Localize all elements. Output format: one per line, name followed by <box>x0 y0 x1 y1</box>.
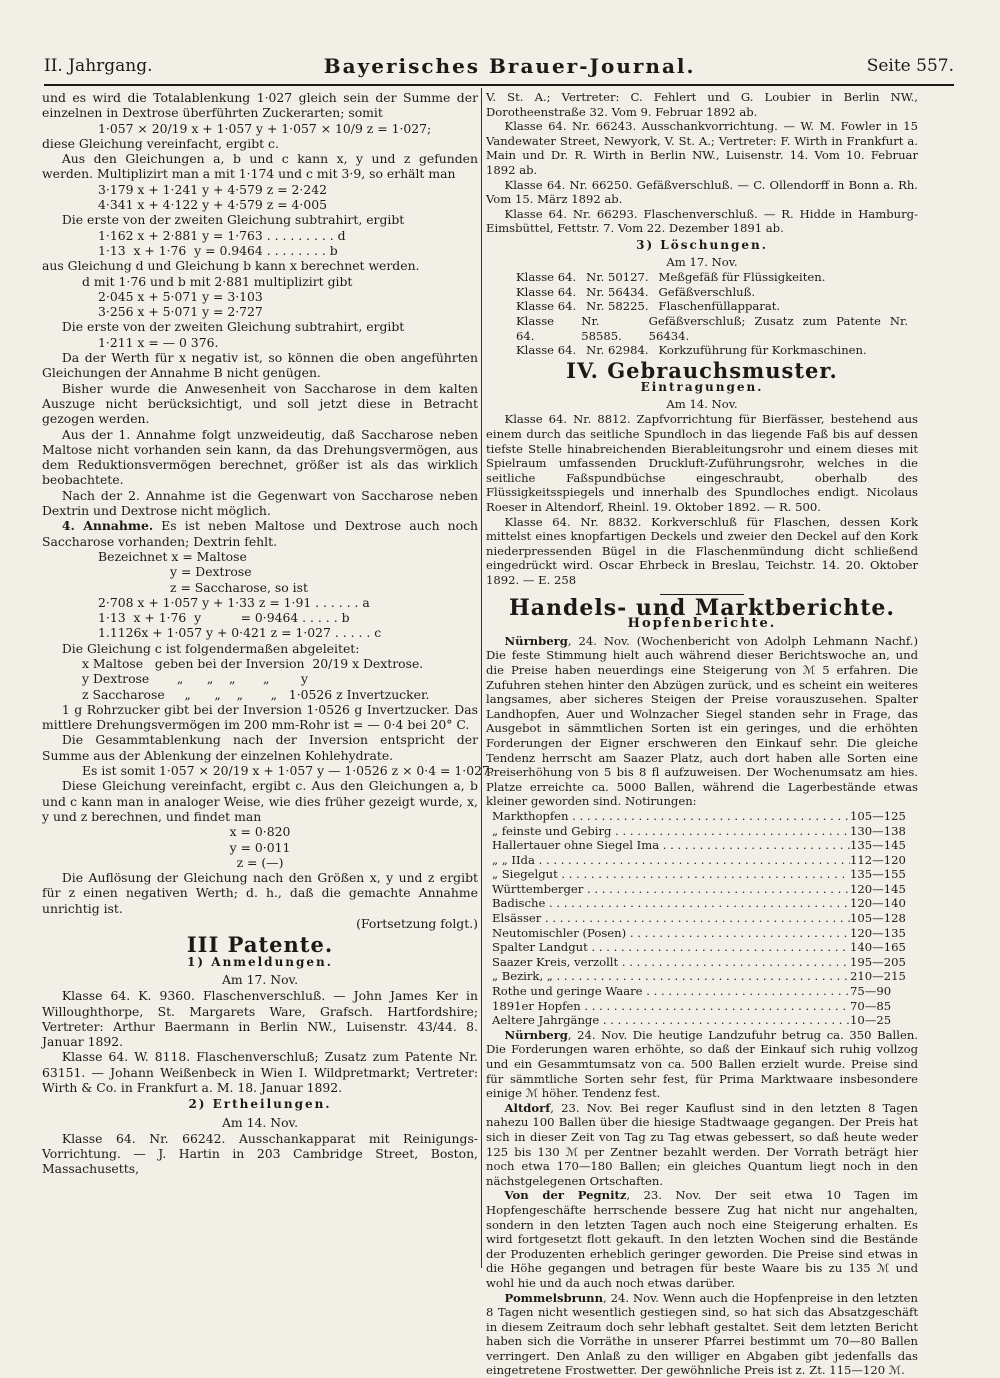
result: y = 0·011 <box>42 840 478 855</box>
paragraph: Die Gesammtablenkung nach der Inversion entspricht der Summe aus der Ablenkung der einzelnen Kohlehydrate. <box>42 732 478 763</box>
price-label: „ feinste und Gebirg . . . <box>492 824 850 839</box>
result: z = (—) <box>42 855 478 870</box>
price-value: 120—140 <box>850 896 918 911</box>
patent-entry: V. St. A.; Vertreter: C. Fehlert und G. Loubier in Berlin NW., Dorotheenstraße 32. Vom 9. Februar 1892 ab. <box>486 90 918 119</box>
subheading-eintragungen: Eintragungen. <box>486 380 918 395</box>
table-row <box>492 882 918 897</box>
paragraph: Aus der 1. Annahme folgt unzweideutig, daß Saccharose neben Maltose nicht vorhanden sein kann, da das Drehungsvermögen, aus dem Reduktionsvermögen berechnet, größer ist als das wirklich beobachtete. <box>42 427 478 488</box>
page-header <box>44 48 954 86</box>
subheading-ertheilungen: 2) Ertheilungen. <box>42 1097 478 1112</box>
price-value: 70—85 <box>850 999 918 1014</box>
paragraph: Die erste von der zweiten Gleichung subtrahirt, ergibt <box>42 319 478 334</box>
klasse: Klasse 64. <box>516 314 571 343</box>
market-report <box>486 1028 918 1101</box>
equation: 2·045 x + 5·071 y = 3·103 <box>42 289 478 304</box>
equation: Es ist somit 1·057 × 20/19 x + 1·057 y — 1·0526 z × 0·4 = 1·027. <box>42 763 478 778</box>
price-value: 130—138 <box>850 824 918 839</box>
definition: z = Saccharose, so ist <box>42 580 478 595</box>
report-place: Nürnberg <box>505 634 568 648</box>
nummer: Nr. 56434. <box>586 285 648 300</box>
price-value: 140—165 <box>850 940 918 955</box>
klasse: Klasse 64. <box>516 299 576 314</box>
list-item <box>486 314 918 343</box>
price-value: 112—120 <box>850 853 918 868</box>
result: x = 0·820 <box>42 824 478 839</box>
paragraph: und es wird die Totalablenkung 1·027 gleich sein der Summe der einzelnen in Dextrose überführten Zuckerarten; somit <box>42 90 478 121</box>
paragraph: Die Auflösung der Gleichung nach den Größen x, y und z ergibt für z einen negativen Werth; d. h., daß die gemachte Annahme unrichtig ist. <box>42 870 478 916</box>
equation: x Maltose geben bei der Inversion 20/19 x Dextrose. <box>42 656 478 671</box>
market-report <box>486 1291 918 1378</box>
patent-entry: Klasse 64. Nr. 66250. Gefäßverschluß. — C. Ollendorff in Bonn a. Rh. Vom 15. März 1892 ab. <box>486 178 918 207</box>
list-item <box>486 270 918 285</box>
paragraph: Da der Werth für x negativ ist, so können die oben angeführten Gleichungen der Annahme B nicht genügen. <box>42 350 478 381</box>
paragraph: aus Gleichung d und Gleichung b kann x berechnet werden. <box>42 258 478 273</box>
paragraph: d mit 1·76 und b mit 2·881 multiplizirt gibt <box>42 274 478 289</box>
equation: 1·13 x + 1·76 y = 0·9464 . . . . . b <box>42 610 478 625</box>
price-label: „ Bezirk, „ . . . <box>492 969 850 984</box>
table-row <box>492 940 918 955</box>
price-label: Aeltere Jahrgänge . . . <box>492 1013 850 1028</box>
equation: 1·13 x + 1·76 y = 0.9464 . . . . . . . . b <box>42 243 478 258</box>
table-row <box>492 809 918 824</box>
equation: 1.1126x + 1·057 y + 0·421 z = 1·027 . . . . . c <box>42 625 478 640</box>
price-table <box>486 809 918 1028</box>
paragraph <box>42 518 478 549</box>
patent-entry: Klasse 64. K. 9360. Flaschenverschluß. — John James Ker in Willoughthorpe, St. Margarets Ware, Grafsch. Hartfordshire; Vertreter: Arthur Baermann in Berlin NW., Luisenstr. 43/44. 8. Januar 1892. <box>42 988 478 1049</box>
title: Gefäßverschluß; Zusatz zum Patente Nr. 56434. <box>649 314 908 343</box>
list-item <box>486 343 918 358</box>
paragraph: Diese Gleichung vereinfacht, ergibt c. Aus den Gleichungen a, b und c kann man in analoger Weise, wie dies früher gezeigt wurde, x, y und z berechnen, und findet man <box>42 778 478 824</box>
market-report <box>486 634 918 809</box>
market-report <box>486 1188 918 1290</box>
market-report <box>486 1101 918 1189</box>
price-value: 105—128 <box>850 911 918 926</box>
price-label: Badische . . . <box>492 896 850 911</box>
journal-title: Bayerisches Brauer-Journal. <box>324 54 696 78</box>
price-value: 75—90 <box>850 984 918 999</box>
table-row <box>492 838 918 853</box>
table-row <box>492 911 918 926</box>
volume-label: II. Jahrgang. <box>44 56 153 76</box>
klasse: Klasse 64. <box>516 343 576 358</box>
list-item <box>486 285 918 300</box>
price-label: Spalter Landgut . . . <box>492 940 850 955</box>
paragraph: Aus den Gleichungen a, b und c kann x, y und z gefunden werden. Multiplizirt man a mit 1·174 und c mit 3·9, so erhält man <box>42 151 478 182</box>
title: Gefäßverschluß. <box>659 285 756 300</box>
definition: Bezeichnet x = Maltose <box>42 549 478 564</box>
equation: 3·256 x + 5·071 y = 2·727 <box>42 304 478 319</box>
right-column <box>486 90 918 1378</box>
report-place: Nürnberg <box>505 1028 568 1042</box>
price-label: Rothe und geringe Waare . . . <box>492 984 850 999</box>
title: Meßgefäß für Flüssigkeiten. <box>659 270 826 285</box>
price-value: 120—135 <box>850 926 918 941</box>
price-label: Markthopfen . . . <box>492 809 850 824</box>
left-column <box>42 90 478 1177</box>
patent-entry: Klasse 64. Nr. 66243. Ausschankvorrichtung. — W. M. Fowler in 15 Vandewater Street, Newyork, V. St. A.; Vertreter: F. Wirth in Frankfurt a. Main und Dr. R. Wirth in Berlin NW., Luisenstr. 14. Vom 10. Februar 1892 ab. <box>486 119 918 177</box>
subheading-loeschungen: 3) Löschungen. <box>486 238 918 253</box>
klasse: Klasse 64. <box>516 285 576 300</box>
nummer: Nr. 62984. <box>586 343 648 358</box>
price-label: Neutomischler (Posen) . . . <box>492 926 850 941</box>
title: Flaschenfüllapparat. <box>659 299 781 314</box>
date-line: Am 14. Nov. <box>42 1115 478 1130</box>
paragraph: Bisher wurde die Anwesenheit von Saccharose in dem kalten Auszuge nicht berücksichtigt, und soll jetzt diese in Betracht gezogen werden. <box>42 381 478 427</box>
annahme-label: 4. Annahme. <box>62 518 153 533</box>
subheading-hopfenberichte: Hopfenberichte. <box>486 617 918 632</box>
paragraph: Die erste von der zweiten Gleichung subtrahirt, ergibt <box>42 212 478 227</box>
report-place: Altdorf <box>505 1101 551 1115</box>
price-value: 120—145 <box>850 882 918 897</box>
paragraph: diese Gleichung vereinfacht, ergibt c. <box>42 136 478 151</box>
price-label: Saazer Kreis, verzollt . . . <box>492 955 850 970</box>
subheading-anmeldungen: 1) Anmeldungen. <box>42 955 478 970</box>
table-row <box>492 824 918 839</box>
date-line: Am 17. Nov. <box>486 255 918 270</box>
price-label: 1891er Hopfen . . . <box>492 999 850 1014</box>
gebrauchsmuster-entry: Klasse 64. Nr. 8812. Zapfvorrichtung für Bierfässer, bestehend aus einem durch das seitliche Spundloch in das liegende Faß bis auf dessen tiefste Stelle hinabreichenden Bierableitungsrohr und einem dieses mit Spielraum umfassenden Druckluft-Zuführungsrohr, welches in die seitliche Faßspundbüchse eingeschraubt, oberhalb des Flüssigkeitsspiegels und innerhalb des Spundloches endigt. Nicolaus Roeser in Altendorf, Rheinl. 19. Oktober 1892. — R. 500. <box>486 412 918 514</box>
section-heading-gebrauchsmuster: IV. Gebrauchsmuster. <box>486 364 918 379</box>
equation: 4·341 x + 4·122 y + 4·579 z = 4·005 <box>42 197 478 212</box>
price-label: Württemberger . . . <box>492 882 850 897</box>
table-row <box>492 969 918 984</box>
price-value: 135—145 <box>850 838 918 853</box>
table-row <box>492 926 918 941</box>
report-text: , 23. Nov. Bei reger Kauflust sind in den letzten 8 Tagen nahezu 100 Ballen über die hiesige Stadtwaage gegangen. Der Preis hat sich in dieser Zeit von Tag zu Tag etwas gebessert, so daß heute weder 125 bis 130 ℳ per Zentner bezahlt werden. Der Vorrath beträgt hier noch etwa 170—180 Ballen; ein gleiches Quantum liegt noch in den nächstgelegenen Ortschaften. <box>486 1101 918 1188</box>
loeschungen-list <box>486 270 918 358</box>
report-place: Pommelsbrunn <box>505 1291 604 1305</box>
date-line: Am 14. Nov. <box>486 397 918 412</box>
table-row <box>492 999 918 1014</box>
title: Korkzuführung für Korkmaschinen. <box>659 343 867 358</box>
nummer: Nr. 58585. <box>581 314 638 343</box>
gebrauchsmuster-entry: Klasse 64. Nr. 8832. Korkverschluß für Flaschen, dessen Kork mittelst eines knopfartigen Deckels und zweier den Deckel auf den Kork niederpressenden Bügel in die Flaschenmündung dicht schließend eingedrückt wird. Oscar Ehrbeck in Breslau, Teichstr. 14. 20. Oktober 1892. — E. 258 <box>486 515 918 588</box>
equation: 2·708 x + 1·057 y + 1·33 z = 1·91 . . . . . . a <box>42 595 478 610</box>
table-row <box>492 867 918 882</box>
report-text: , 24. Nov. Wenn auch die Hopfenpreise in den letzten 8 Tagen nicht wesentlich gestiegen sind, so hat sich das Absatzgeschäft in diesem Zeitraum doch sehr lebhaft gestaltet. Seit dem letzten Bericht haben sich die Vorräthe in unserer Pfarrei bestimmt um 70—80 Ballen verringert. Den Anlaß zu den williger en Abgaben gibt jedenfalls das eingetretene Frostwetter. Der gewöhnliche Preis ist z. Zt. 115—120 ℳ. <box>486 1291 918 1378</box>
table-row <box>492 1013 918 1028</box>
equation: 1·162 x + 2·881 y = 1·763 . . . . . . . . . d <box>42 228 478 243</box>
annahme-text: Es ist neben Maltose und Dextrose auch noch Saccharose vorhanden; Dextrin fehlt. <box>42 518 478 548</box>
report-text: , 24. Nov. Die heutige Landzufuhr betrug ca. 350 Ballen. Die Forderungen waren erhöhte, so daß der Einkauf sich ruhig vollzog und ein Gesammtumsatz von ca. 500 Ballen erzielt wurde. Preise sind für sämmtliche Sorten sehr fest, für Prima Marktwaare insbesondere einige ℳ höher. Tendenz fest. <box>486 1028 918 1100</box>
price-value: 195—205 <box>850 955 918 970</box>
paragraph: Die Gleichung c ist folgendermaßen abgeleitet: <box>42 641 478 656</box>
definition: y = Dextrose <box>42 564 478 579</box>
column-divider <box>481 88 482 1268</box>
table-row <box>492 896 918 911</box>
equation: z Saccharose „ „ „ „ 1·0526 z Invertzucker. <box>42 687 478 702</box>
equation: 3·179 x + 1·241 y + 4·579 z = 2·242 <box>42 182 478 197</box>
price-value: 135—155 <box>850 867 918 882</box>
report-text: , 24. Nov. (Wochenbericht von Adolph Lehmann Nachf.) Die feste Stimmung hielt auch während dieser Berichtswoche an, und die Preise haben neuerdings eine Steigerung von ℳ 5 erfahren. Die Zufuhren stehen hinter den Abzügen zurück, und es scheint ein weiteres langsames, aber sicheres Steigen der Preise vorauszusehen. Spalter Landhopfen, Auer und Wolnzacher Siegel standen sehr in Frage, das Ausgebot in sämmtlichen Sorten ist ein geringes, und die erhöhten Forderungen der Eigner erschweren den Einkauf sehr. Die gleiche Tendenz herrscht am Saazer Platz, auch dort haben alle Sorten eine Preiserhöhung von 5 bis 8 fl aufzuweisen. Der Wochenumsatz am hies. Platze erreichte ca. 5000 Ballen, während die Lagerbestände etwas kleiner geworden sind. Notirungen: <box>486 634 918 809</box>
klasse: Klasse 64. <box>516 270 576 285</box>
patent-entry: Klasse 64. W. 8118. Flaschenverschluß; Zusatz zum Patente Nr. 63151. — Johann Weißenbeck in Wien I. Wildpretmarkt; Vertreter: Wirth & Co. in Frankfurt a. M. 18. Januar 1892. <box>42 1049 478 1095</box>
nummer: Nr. 50127. <box>586 270 648 285</box>
patent-entry: Klasse 64. Nr. 66293. Flaschenverschluß. — R. Hidde in Hamburg-Eimsbüttel, Fettstr. 7. Vom 22. Dezember 1891 ab. <box>486 207 918 236</box>
report-place: Von der Pegnitz <box>505 1188 627 1202</box>
table-row <box>492 984 918 999</box>
price-value: 210—215 <box>850 969 918 984</box>
section-heading-patente: III Patente. <box>42 937 478 952</box>
page-number: Seite 557. <box>867 56 954 76</box>
nummer: Nr. 58225. <box>586 299 648 314</box>
table-row <box>492 853 918 868</box>
price-label: „ Siegelgut . . . <box>492 867 850 882</box>
price-value: 105—125 <box>850 809 918 824</box>
report-text: , 23. Nov. Der seit etwa 10 Tagen im Hopfengeschäfte herrschende bessere Zug hat nicht nur angehalten, sondern in den letzten Tagen auch noch eine Steigerung erhalten. Es wird fortgesetzt flott gekauft. In den letzten Wochen sind die Bestände der Produzenten erheblich geringer geworden. Die Preise sind etwas in die Höhe gegangen und betragen für beste Waare bis zu 135 ℳ und wohl hie und da auch noch etwas darüber. <box>486 1188 918 1290</box>
patent-entry: Klasse 64. Nr. 66242. Ausschankapparat mit Reinigungs-Vorrichtung. — J. Hartin in 203 Cambridge Street, Boston, Massachusetts, <box>42 1131 478 1177</box>
date-line: Am 17. Nov. <box>42 972 478 987</box>
price-label: Elsässer . . . <box>492 911 850 926</box>
table-row <box>492 955 918 970</box>
price-label: „ „ IIda . . . <box>492 853 850 868</box>
equation: y Dextrose „ „ „ „ y <box>42 671 478 686</box>
section-heading-handel: Handels- und Marktberichte. <box>486 601 918 616</box>
list-item <box>486 299 918 314</box>
paragraph: 1 g Rohrzucker gibt bei der Inversion 1·0526 g Invertzucker. Das mittlere Drehungsvermögen im 200 mm-Rohr ist = — 0·4 bei 20° C. <box>42 702 478 733</box>
continuation-note: (Fortsetzung folgt.) <box>42 916 478 931</box>
price-label: Hallertauer ohne Siegel Ima . . . <box>492 838 850 853</box>
equation: 1·057 × 20/19 x + 1·057 y + 1·057 × 10/9 z = 1·027; <box>42 121 478 136</box>
equation: 1·211 x = — 0 376. <box>42 335 478 350</box>
paragraph: Nach der 2. Annahme ist die Gegenwart von Saccharose neben Dextrin und Dextrose nicht möglich. <box>42 488 478 519</box>
price-value: 10—25 <box>850 1013 918 1028</box>
